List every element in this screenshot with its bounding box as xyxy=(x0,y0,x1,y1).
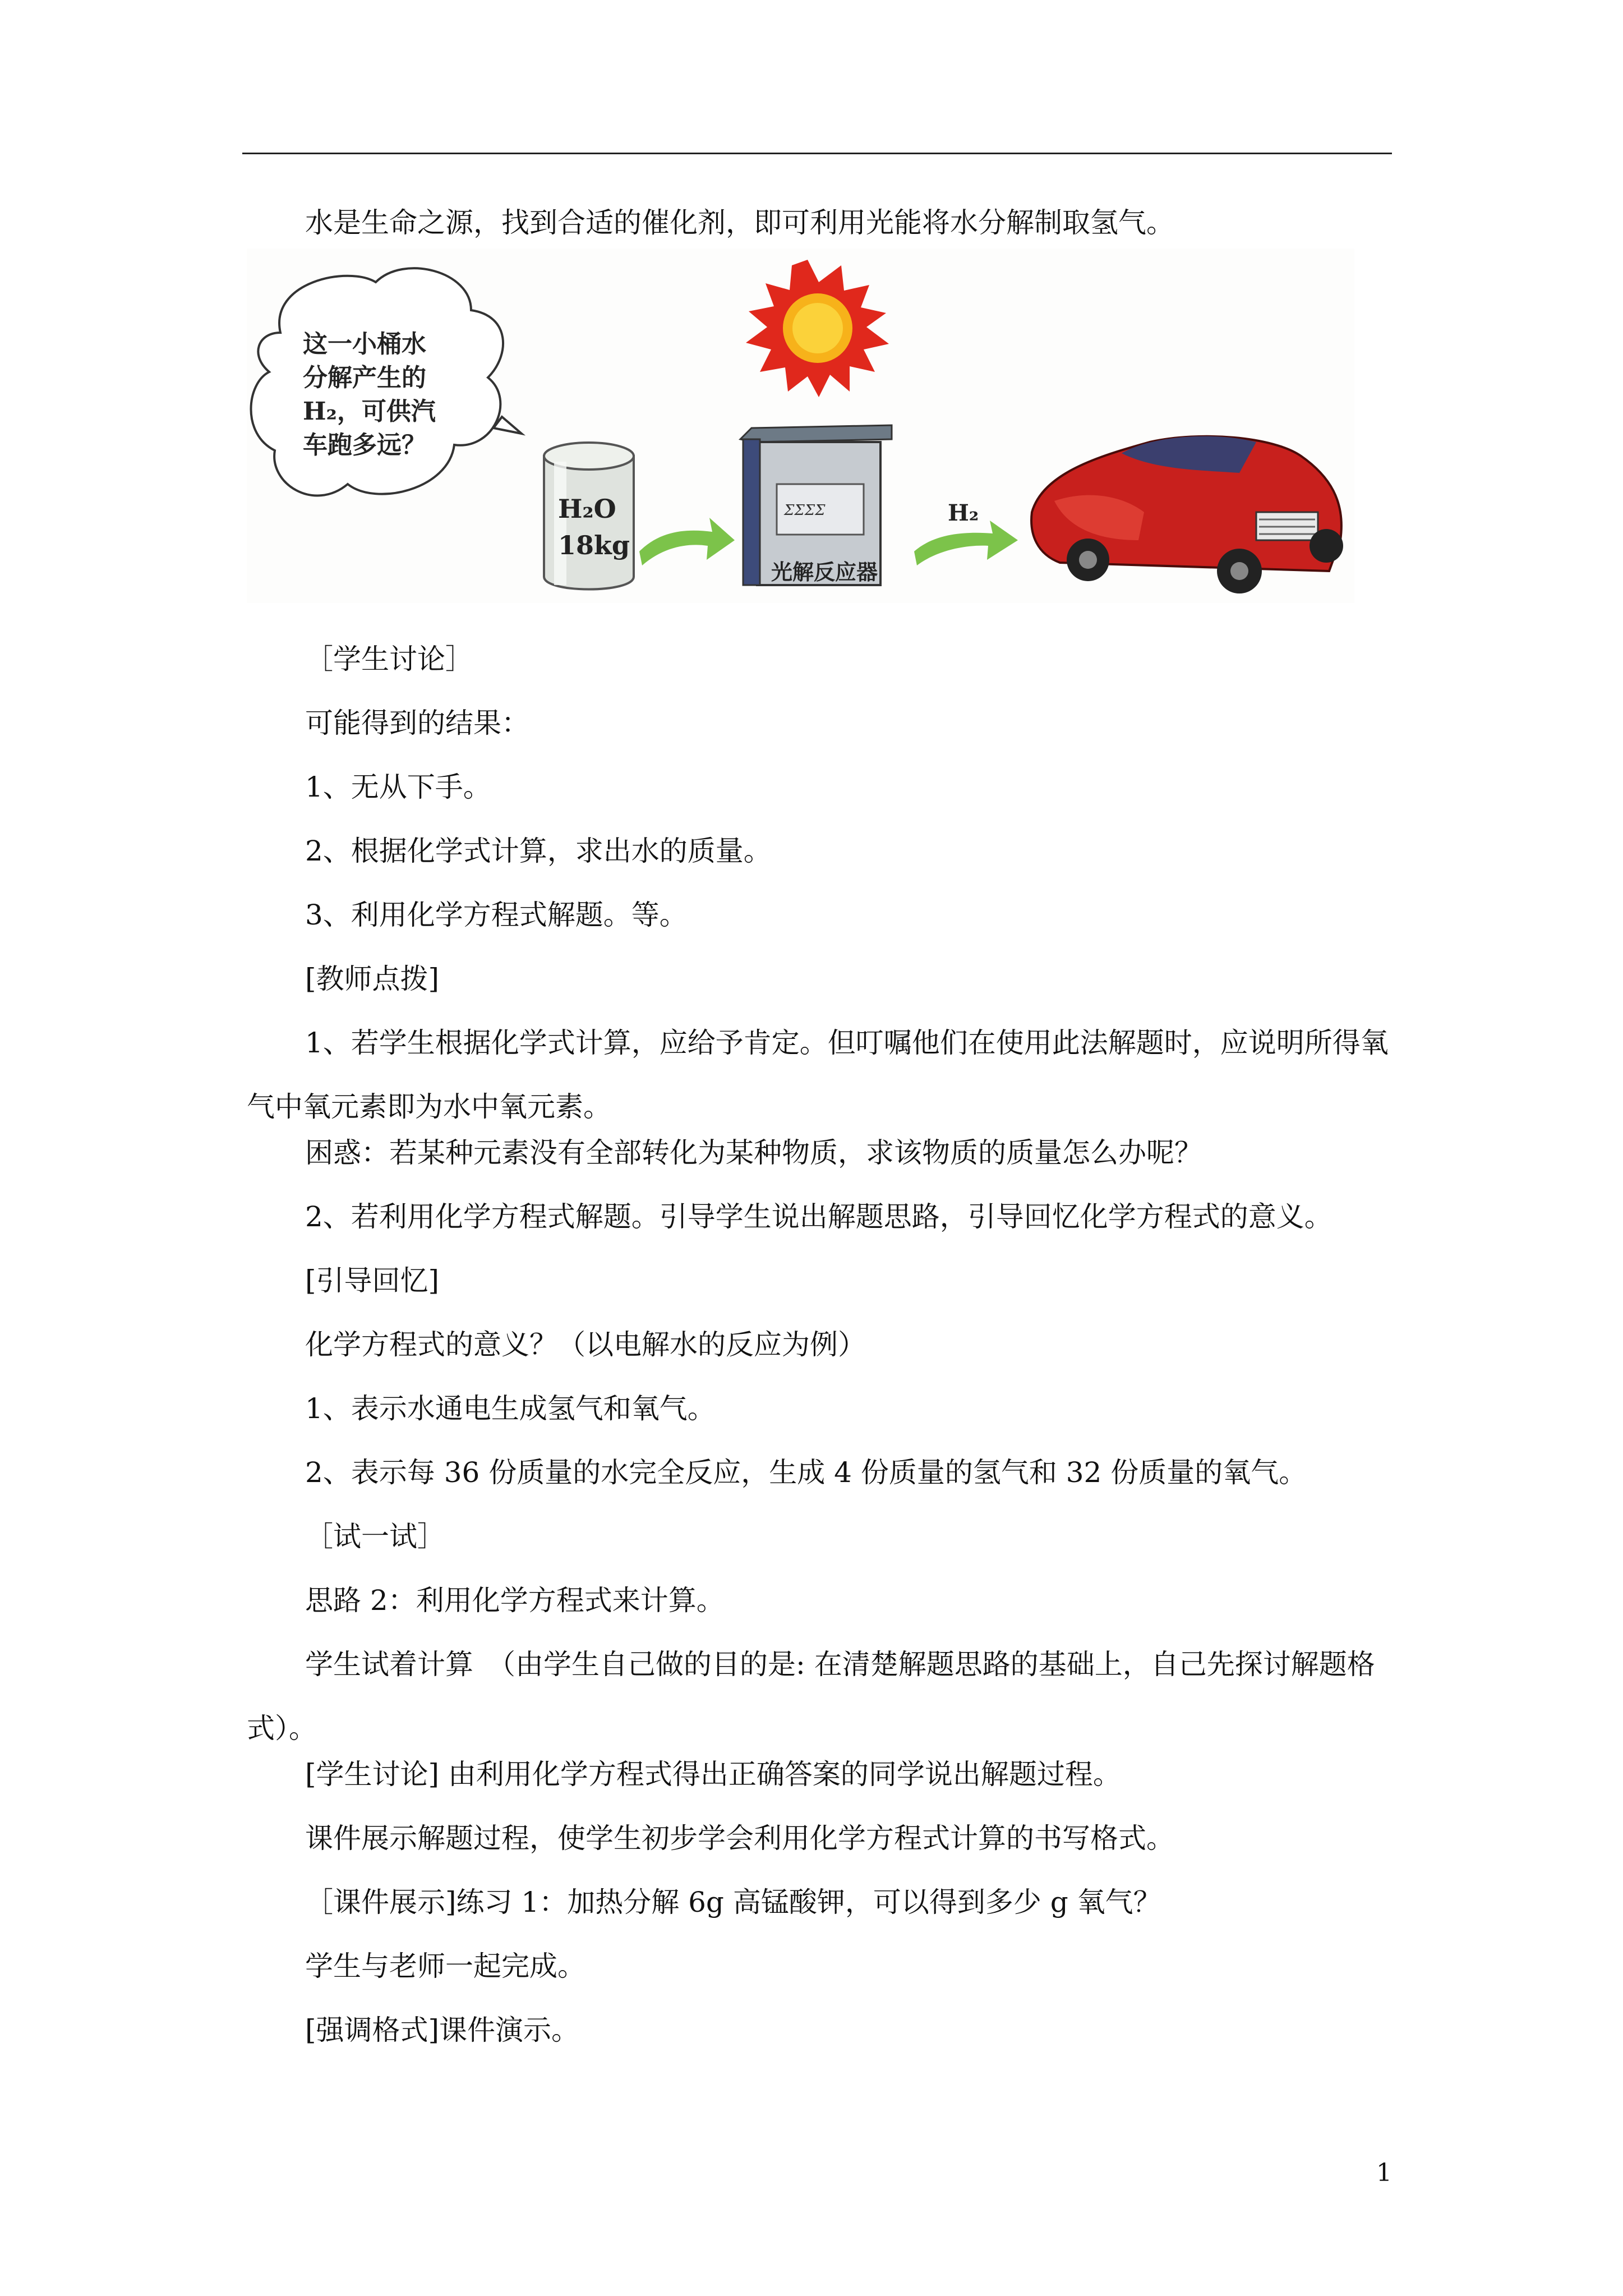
page-body xyxy=(247,206,1391,2080)
paragraph-2: 可能得到的结果： xyxy=(305,707,529,739)
paragraph-17: [学生讨论] 由利用化学方程式得出正确答案的同学说出解题过程。 xyxy=(305,1758,1121,1791)
speech-bubble xyxy=(251,268,522,495)
svg-text:ΣΣΣΣ: ΣΣΣΣ xyxy=(784,502,826,519)
paragraph-13: 2、表示每 36 份质量的水完全反应，生成 4 份质量的氢气和 32 份质量的氧气。 xyxy=(305,1456,1307,1489)
photolysis-figure xyxy=(247,249,1354,603)
paragraph-15: 思路 2：利用化学方程式来计算。 xyxy=(305,1584,725,1617)
paragraph-16: 学生试着计算 （由学生自己做的目的是: 在清楚解题思路的基础上，自己先探讨解题格式）。 xyxy=(247,1648,1375,1745)
paragraph-18: 课件展示解题过程，使学生初步学会利用化学方程式计算的书写格式。 xyxy=(305,1822,1174,1855)
barrel-formula: H₂O xyxy=(558,494,616,524)
photolysis-reactor xyxy=(740,425,892,585)
paragraph-21: [强调格式]课件演示。 xyxy=(305,2014,580,2046)
paragraph-4: 2、根据化学式计算，求出水的质量。 xyxy=(305,835,772,867)
intro-paragraph: 水是生命之源，找到合适的催化剂，即可利用光能将水分解制取氢气。 xyxy=(305,206,1174,239)
paragraph-8: 困惑：若某种元素没有全部转化为某种物质，求该物质的质量怎么办呢？ xyxy=(305,1137,1202,1169)
paragraph-12: 1、表示水通电生成氢气和氧气。 xyxy=(305,1392,716,1425)
paragraph-1: ［学生讨论］ xyxy=(305,643,473,675)
paragraph-6: [教师点拨] xyxy=(305,963,440,995)
red-car-icon xyxy=(1031,436,1343,593)
bubble-line-4: 车跑多远？ xyxy=(303,431,426,459)
h2-arrow xyxy=(914,500,1018,565)
reactor-label: 光解反应器 xyxy=(771,559,878,585)
h2-arrow-label: H₂ xyxy=(948,500,979,526)
paragraph-5: 3、利用化学方程式解题。等。 xyxy=(305,899,688,931)
paragraph-7: 1、若学生根据化学式计算，应给予肯定。但叮嘱他们在使用此法解题时，应说明所得氧气中氧元素即为水中氧元素。 xyxy=(247,1027,1389,1123)
paragraph-14: ［试一试］ xyxy=(305,1520,445,1553)
sun-icon xyxy=(746,260,889,397)
paragraph-9: 2、若利用化学方程式解题。引导学生说出解题思路，引导回忆化学方程式的意义。 xyxy=(305,1200,1332,1233)
paragraph-3: 1、无从下手。 xyxy=(305,771,491,803)
water-barrel xyxy=(544,443,634,590)
arrow-icon xyxy=(639,518,735,565)
page-number: 1 xyxy=(1376,2159,1392,2187)
paragraph-19: ［课件展示]练习 1：加热分解 6g 高锰酸钾，可以得到多少 g 氧气？ xyxy=(305,1886,1161,1918)
header-rule xyxy=(242,153,1392,154)
paragraph-11: 化学方程式的意义？（以电解水的反应为例） xyxy=(305,1328,866,1361)
bubble-line-2: 分解产生的 xyxy=(303,364,426,392)
paragraph-20: 学生与老师一起完成。 xyxy=(305,1950,585,1982)
paragraph-10: [引导回忆] xyxy=(305,1264,440,1297)
bubble-line-1: 这一小桶水 xyxy=(303,330,426,358)
bubble-line-3: H₂，可供汽 xyxy=(303,397,436,426)
barrel-mass: 18kg xyxy=(558,530,630,560)
